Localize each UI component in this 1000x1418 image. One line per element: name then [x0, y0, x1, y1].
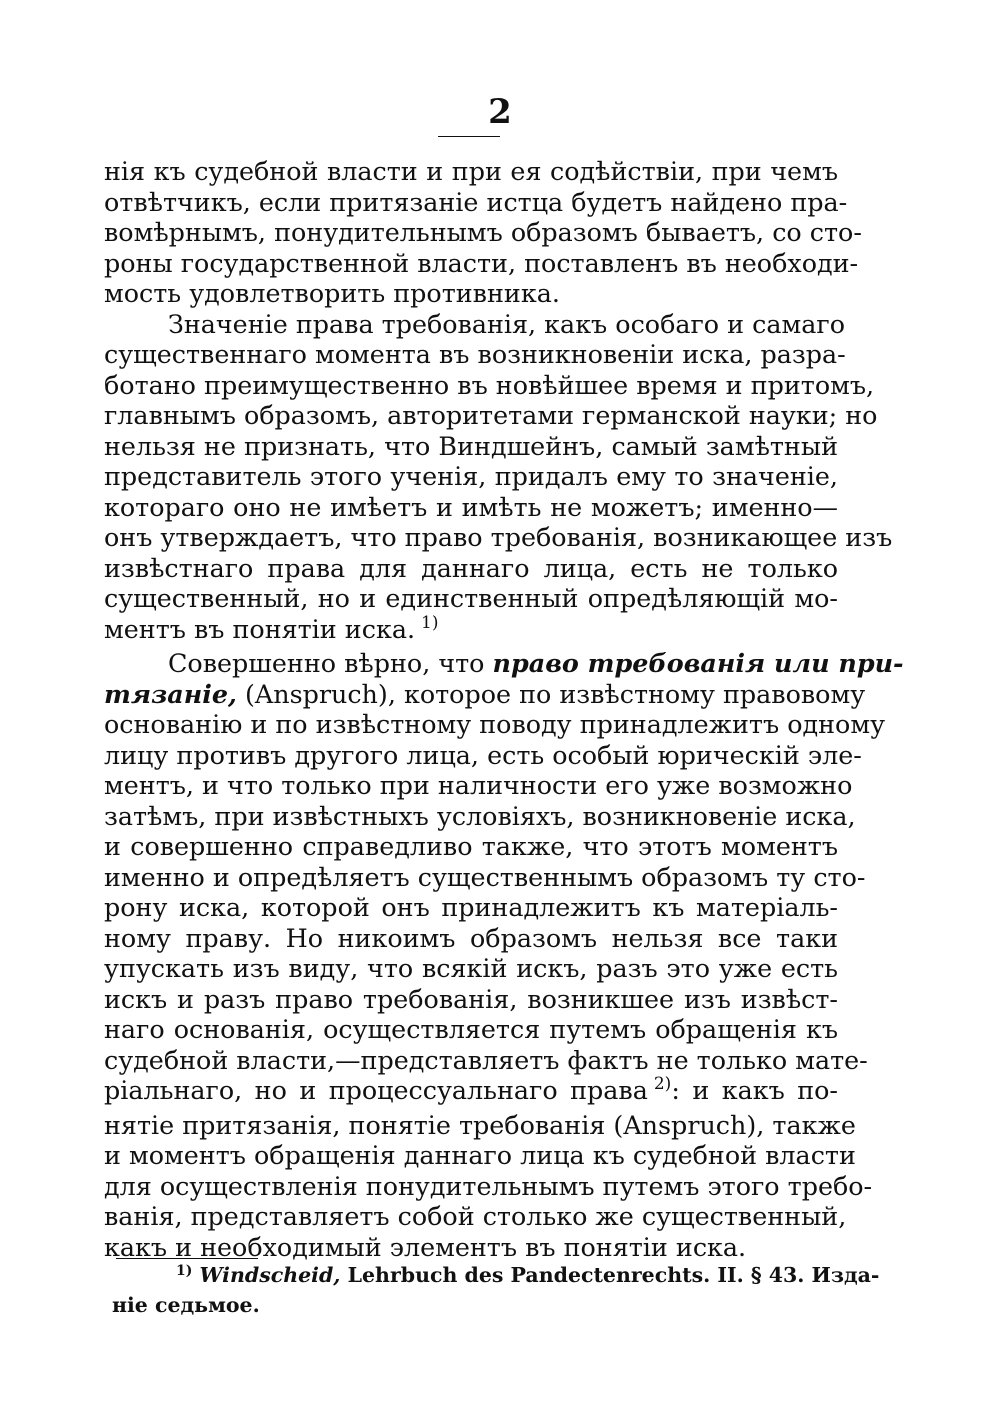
text-line: вомѣрнымъ, понудительнымъ образомъ бываетъ, со сто-: [104, 217, 862, 247]
text-line: отвѣтчикъ, если притязаніе истца будетъ найдено пра-: [104, 186, 848, 217]
text-line: представитель этого ученія, придалъ ему то значеніе,: [104, 461, 838, 491]
footnote-line: [112, 1262, 880, 1292]
footnote-reference: 1): [421, 612, 439, 633]
footnote-separator: [116, 1258, 258, 1259]
text-line: существенный, но и единственный опредѣляющій мо-: [104, 583, 838, 613]
text-line: для осуществленія понудительнымъ путемъ этого требо-: [104, 1170, 873, 1201]
page-number-underline: [438, 136, 500, 137]
text-line: наго основанія, осуществляется путемъ обращенія къ: [104, 1014, 838, 1044]
footnote-mark: 1): [176, 1263, 193, 1279]
text-line: и совершенно справедливо также, что этотъ моментъ: [104, 831, 838, 861]
text-line: мость удовлетворить противника.: [104, 278, 560, 308]
text-line: упускать изъ виду, что всякій искъ, разъ это уже есть: [104, 953, 838, 983]
body-text: [104, 156, 904, 1262]
text-line: существеннаго момента въ возникновеніи иска, разра-: [104, 339, 846, 369]
text-line: Значеніе права требованія, какъ особаго и самаго: [168, 308, 845, 339]
text-line: ботано преимущественно въ новѣйшее время и притомъ,: [104, 369, 875, 400]
footnote-reference: 2): [653, 1074, 672, 1094]
footnote: [112, 1262, 880, 1319]
text-line: нія къ судебной власти и при ея содѣйствіи, при чемъ: [104, 156, 838, 186]
text-line: [104, 678, 866, 710]
text-line: котораго оно не имѣетъ и имѣть не можетъ; именно—: [104, 491, 838, 522]
emphasized-term: тязаніе,: [104, 678, 237, 709]
text-line: роны государственной власти, поставленъ въ необходи-: [104, 247, 859, 278]
footnote-line: ніе седьмое.: [112, 1293, 260, 1317]
footnote-author: Windscheid,: [199, 1263, 341, 1287]
text-line: нятіе притязанія, понятіе требованія (Anspruch), также: [104, 1109, 856, 1140]
text-line: лицу противъ другого лица, есть особый юрическій эле-: [104, 739, 862, 770]
text-line: рону иска, которой онъ принадлежитъ къ матеріаль-: [104, 892, 838, 922]
text-line: основанію и по извѣстному поводу принадлежитъ одному: [104, 709, 886, 739]
text-line: [104, 648, 904, 679]
text-line: онъ утверждаетъ, что право требованія, возникающее изъ: [104, 522, 893, 552]
text-line: [104, 1075, 838, 1110]
footnote-text: Lehrbuch des Pandectenrechts. II. § 43. Изда-: [347, 1263, 880, 1287]
text-line: какъ и необходимый элементъ въ понятіи иска.: [104, 1231, 747, 1262]
page-number: 2: [488, 92, 512, 132]
text-line: ментъ, и что только при наличности его уже возможно: [104, 770, 853, 800]
text-line: искъ и разъ право требованія, возникшее изъ извѣст-: [104, 983, 838, 1014]
text-segment: Совершенно вѣрно, что: [168, 648, 485, 678]
text-line: главнымъ образомъ, авторитетами германской науки; но: [104, 400, 878, 430]
text-line: именно и опредѣляетъ существеннымъ образомъ ту сто-: [104, 861, 866, 892]
text-line: судебной власти,—представляетъ фактъ не только мате-: [104, 1044, 868, 1075]
text-segment: : и какъ по-: [671, 1075, 838, 1105]
text-segment: ріальнаго, но и процессуальнаго права: [104, 1075, 648, 1105]
emphasized-term: право требованія или при-: [492, 648, 904, 678]
text-line: [104, 614, 838, 649]
text-line: затѣмъ, при извѣстныхъ условіяхъ, возникновеніе иска,: [104, 800, 856, 831]
text-line: нельзя не признать, что Виндшейнъ, самый замѣтный: [104, 430, 838, 461]
text-line: ному праву. Но никоимъ образомъ нельзя все таки: [104, 922, 838, 953]
text-line: и моментъ обращенія даннаго лица къ судебной власти: [104, 1140, 856, 1170]
text-segment: (Anspruch), которое по извѣстному правовому: [244, 678, 866, 709]
text-line: извѣстнаго права для даннаго лица, есть не только: [104, 552, 838, 583]
text-line: ванія, представляетъ собой столько же существенный,: [104, 1201, 847, 1231]
text-segment: ментъ въ понятіи иска.: [104, 613, 416, 644]
